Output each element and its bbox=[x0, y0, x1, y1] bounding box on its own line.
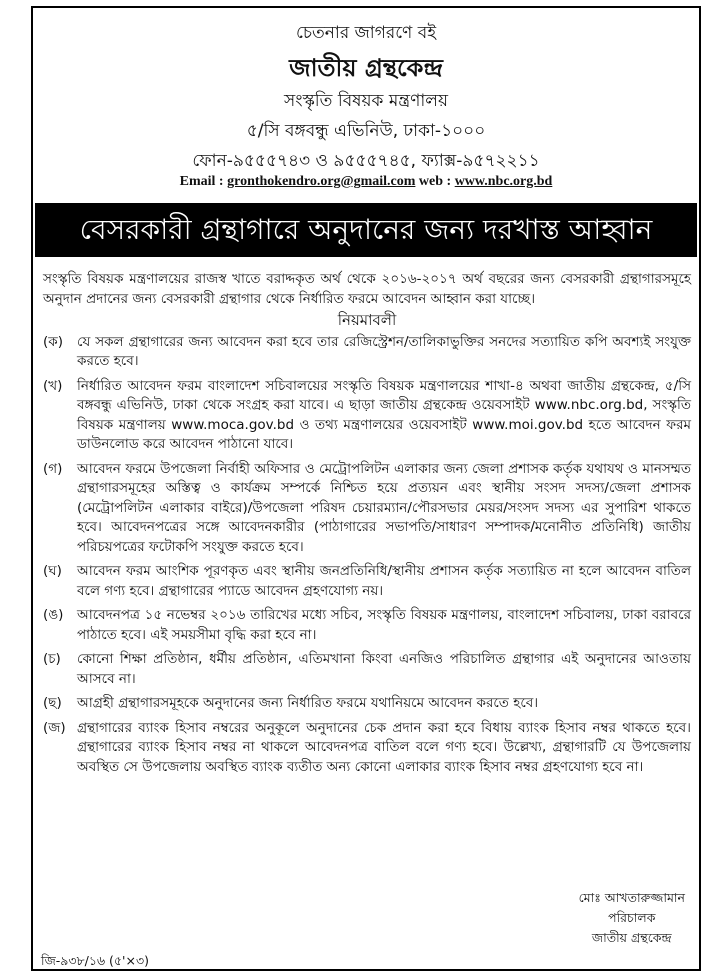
signatory-name: মোঃ আখতারুজ্জামান bbox=[578, 890, 685, 905]
rule-item bbox=[43, 606, 691, 645]
organization-name: জাতীয় গ্রন্থকেন্দ্র bbox=[289, 54, 443, 82]
notice-body bbox=[43, 270, 691, 782]
rule-item bbox=[43, 719, 691, 778]
rule-label: (ছ) bbox=[43, 695, 62, 711]
rule-label: (ঙ) bbox=[43, 607, 64, 623]
rule-label: (চ) bbox=[43, 651, 61, 667]
reference-code: জি-৯৩৮/১৬ (৫'×৩) bbox=[41, 953, 149, 968]
phone-fax: ফোন-৯৫৫৫৭৪৩ ও ৯৫৫৫৭৪৫, ফ্যাক্স-৯৫৭২২১১ bbox=[192, 151, 540, 171]
rule-text: আবেদন ফরম আংশিক পূরণকৃত এবং স্থানীয় জনপ্রতিনিধি/স্থানীয় প্রশাসন কর্তৃক সত্যায়িত না হলে আবেদন বাতিল বলে গণ্য হবে। গ্রন্থাগারের প্যাডে আবেদন গ্রহণযোগ্য নয়। bbox=[77, 563, 691, 599]
notice-frame bbox=[31, 6, 701, 971]
signatory-title: পরিচালক bbox=[608, 910, 656, 925]
tagline: চেতনার জাগরণে বই bbox=[295, 23, 437, 43]
notice-banner: বেসরকারী গ্রন্থাগারে অনুদানের জন্য দরখাস্ত আহ্বান bbox=[35, 203, 697, 257]
rule-text: নির্ধারিত আবেদন ফরম বাংলাদেশ সচিবালয়ের সংস্কৃতি বিষয়ক মন্ত্রণালয়ের শাখা-৪ অথবা জাতীয় গ্রন্থকেন্দ্র, ৫/সি বঙ্গবন্ধু এভিনিউ, ঢাকা থেকে সংগ্রহ করা যাবে। এ ছাড়া জাতীয় গ্রন্থকেন্দ্র ওয়েবসাইট www.nbc.org.bd, সংস্কৃতি বিষয়ক মন্ত্রণালয় www.moca.gov.bd ও তথ্য মন্ত্রণালয়ের ওয়েবসাইট www.moi.gov.bd হতে আবেদন ফরম ডাউনলোড করে আবেদন পাঠানো যাবে। bbox=[77, 377, 691, 452]
signatory-org: জাতীয় গ্রন্থকেন্দ্র bbox=[591, 930, 672, 945]
rule-item bbox=[43, 694, 691, 714]
rule-item bbox=[43, 650, 691, 689]
rule-text: আবেদনপত্র ১৫ নভেম্বর ২০১৬ তারিখের মধ্যে সচিব, সংস্কৃতি বিষয়ক মন্ত্রণালয়, বাংলাদেশ সচিবালয়, ঢাকা বরাবরে পাঠাতে হবে। এই সময়সীমা বৃদ্ধি করা হবে না। bbox=[77, 607, 691, 643]
rule-text: আবেদন ফরমে উপজেলা নির্বাহী অফিসার ও মেট্রোপলিটন এলাকার জন্য জেলা প্রশাসক কর্তৃক যথাযথ ও মানসম্মত গ্রন্থাগারসমূহের অস্তিত্ব ও কার্যক্রম সম্পর্কে নিশ্চিত হয়ে প্রত্যয়ন এবং স্থানীয় সংসদ সদস্য/জেলা প্রশাসক (মেট্রোপলিটন এলাকার বাইরে)/উপজেলা পরিষদ চেয়ারম্যান/পৌরসভার মেয়র/সংসদ সদস্য এর সুপারিশ থাকতে হবে। আবেদনপত্রের সঙ্গে আবেদনকারীর (পাঠাগারের সভাপতি/সাধারণ সম্পাদক/মনোনীত প্রতিনিধি) জাতীয় পরিচয়পত্রের ফটোকপি সংযুক্ত করতে হবে। bbox=[77, 460, 691, 555]
web-label: web : bbox=[418, 174, 452, 189]
rule-text: কোনো শিক্ষা প্রতিষ্ঠান, ধর্মীয় প্রতিষ্ঠান, এতিমখানা কিংবা এনজিও পরিচালিত গ্রন্থাগার এই অনুদানের আওতায় আসবে না। bbox=[77, 651, 691, 687]
rule-item bbox=[43, 377, 691, 455]
ministry-name: সংস্কৃতি বিষয়ক মন্ত্রণালয় bbox=[284, 91, 448, 111]
rule-item bbox=[43, 562, 691, 601]
rule-label: (ঘ) bbox=[43, 563, 62, 579]
rules-list bbox=[43, 333, 691, 778]
contact-line bbox=[33, 174, 699, 190]
rule-text: যে সকল গ্রন্থাগারের জন্য আবেদন করা হবে তার রেজিস্ট্রেশন/তালিকাভুক্তির সনদের সত্যায়িত কপি অবশ্যই সংযুক্ত করতে হবে। bbox=[77, 333, 691, 369]
rule-label: (ক) bbox=[43, 333, 63, 350]
rule-label: (খ) bbox=[43, 377, 63, 394]
rule-label: (জ) bbox=[43, 719, 66, 736]
rule-text: গ্রন্থাগারের ব্যাংক হিসাব নম্বরের অনুকূলে অনুদানের চেক প্রদান করা হবে বিধায় ব্যাংক হিসাব নম্বর থাকতে হবে। গ্রন্থাগারের ব্যাংক হিসাব নম্বর না থাকলে আবেদনপত্র বাতিল বলে গণ্য হবে। উল্লেখ্য, গ্রন্থাগারটি যে উপজেলায় অবস্থিত সে উপজেলায় অবস্থিত ব্যাংক ব্যতীত অন্য কোনো এলাকার ব্যাংক হিসাব নম্বর গ্রহণযোগ্য হবে না। bbox=[77, 719, 691, 775]
intro-paragraph: সংস্কৃতি বিষয়ক মন্ত্রণালয়ের রাজস্ব খাতে বরাদ্দকৃত অর্থ থেকে ২০১৬-২০১৭ অর্থ বছরের জন্য বেসরকারী গ্রন্থাগারসমূহে অনুদান প্রদানের জন্য বেসরকারী গ্রন্থাগার থেকে নির্ধারিত ফরমে আবেদন আহ্বান করা যাচ্ছে। bbox=[43, 271, 691, 307]
signature-block bbox=[579, 888, 685, 948]
rule-item bbox=[43, 460, 691, 558]
rule-text: আগ্রহী গ্রন্থাগারসমূহকে অনুদানের জন্য নির্ধারিত ফরমে যথানিয়মে আবেদন করতে হবে। bbox=[77, 695, 539, 711]
rule-label: (গ) bbox=[43, 460, 63, 477]
rules-title: নিয়মাবলী bbox=[337, 311, 397, 329]
web-link[interactable]: www.nbc.org.bd bbox=[454, 174, 553, 189]
email-link[interactable]: gronthokendro.org@gmail.com bbox=[227, 174, 416, 189]
rule-item bbox=[43, 333, 691, 372]
email-label: Email : bbox=[179, 174, 224, 189]
address: ৫/সি বঙ্গবন্ধু এভিনিউ, ঢাকা-১০০০ bbox=[246, 121, 486, 141]
